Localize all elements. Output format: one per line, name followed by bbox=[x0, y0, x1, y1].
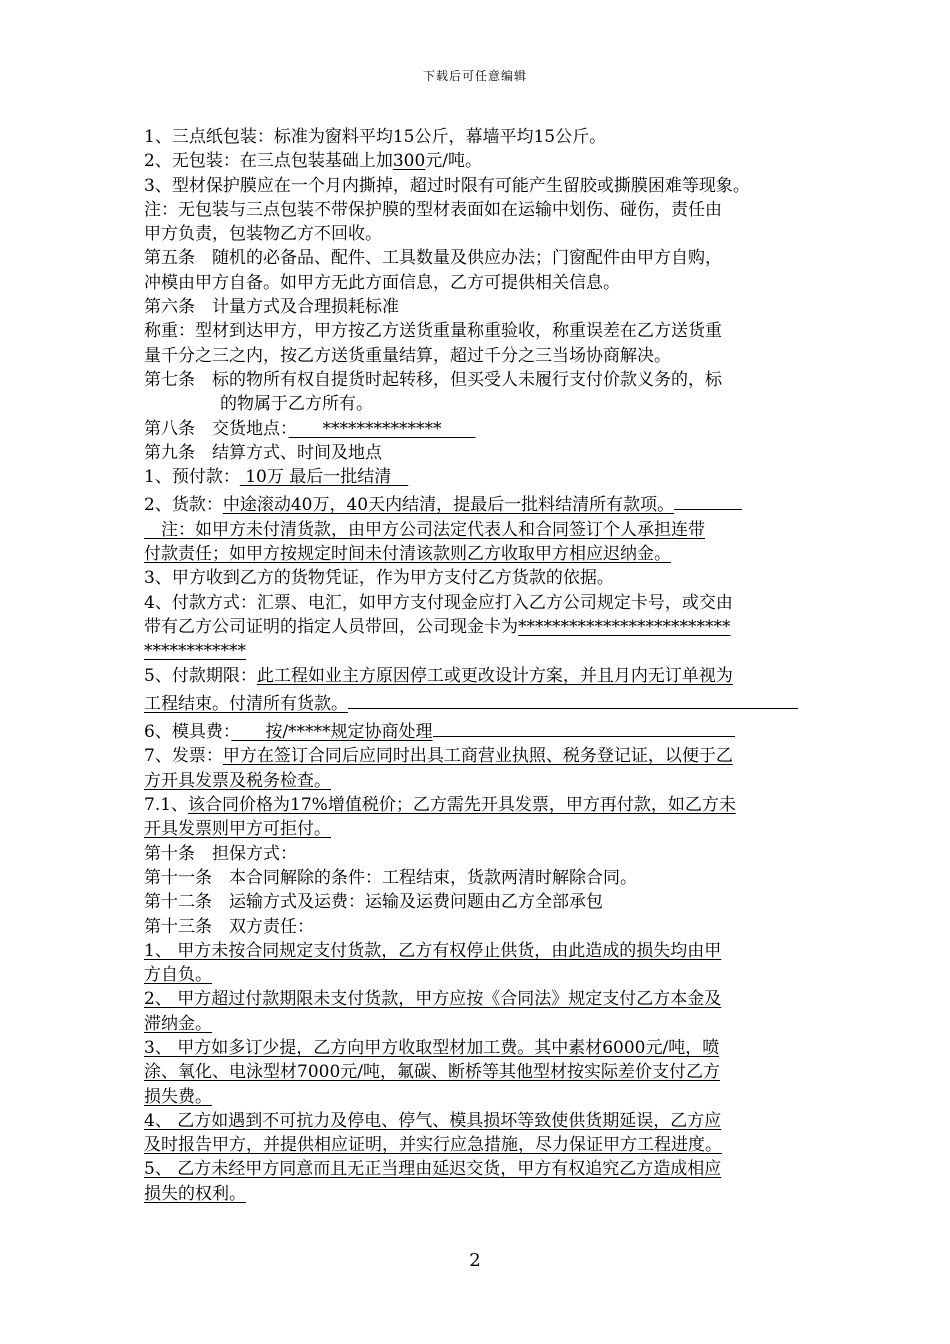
text-line: 2、无包装：在三点包装基础上加300元/吨。 bbox=[144, 151, 483, 172]
text-line: 损失的权利。 bbox=[144, 1183, 246, 1204]
document-body bbox=[144, 125, 808, 1206]
text-line: 方开具发票及税务检查。 bbox=[144, 770, 331, 791]
text-line: 量千分之三之内，按乙方送货重量结算，超过千分之三当场协商解决。 bbox=[144, 345, 671, 366]
text-line: 6、模具费： 按/*****规定协商处理 bbox=[144, 716, 808, 744]
text-line: 冲模由甲方自备。如甲方无此方面信息，乙方可提供相关信息。 bbox=[144, 272, 620, 293]
text-line: 工程结束。付清所有货款。 bbox=[144, 688, 808, 716]
text-line: 1、 甲方未按合同规定支付货款，乙方有权停止供货，由此造成的损失均由甲 bbox=[144, 940, 722, 961]
text-line: 第十一条 本合同解除的条件：工程结束，货款两清时解除合同。 bbox=[144, 867, 637, 888]
text-line: 1、预付款： 10万 最后一批结清 bbox=[144, 467, 409, 488]
text-line: 注：如甲方未付清货款，由甲方公司法定代表人和合同签订个人承担连带 bbox=[144, 519, 705, 540]
text-line: 方自负。 bbox=[144, 965, 212, 986]
text-line: 第五条 随机的必备品、配件、工具数量及供应办法；门窗配件由甲方自购， bbox=[144, 248, 722, 269]
text-line: 4、 乙方如遇到不可抗力及停电、停气、模具损坏等致使供货期延误，乙方应 bbox=[144, 1110, 722, 1131]
text-line: ************ bbox=[144, 641, 246, 662]
text-line: 第十三条 双方责任： bbox=[144, 916, 314, 937]
text-line: 3、型材保护膜应在一个月内撕掉，超过时限有可能产生留胶或撕膜困难等现象。 bbox=[144, 175, 750, 196]
text-line: 第六条 计量方式及合理损耗标准 bbox=[144, 297, 399, 318]
text-line: 滞纳金。 bbox=[144, 1013, 212, 1034]
text-line: 付款责任；如甲方按规定时间未付清该款则乙方收取甲方相应迟纳金。 bbox=[144, 544, 671, 565]
text-line: 损失费。 bbox=[144, 1086, 212, 1107]
text-line: 2、 甲方超过付款期限未支付货款，甲方应按《合同法》规定支付乙方本金及 bbox=[144, 989, 722, 1010]
text-line: 2、货款：中途滚动40万，40天内结清，提最后一批料结清所有款项。 bbox=[144, 489, 808, 517]
page-header: 下载后可任意编辑 bbox=[422, 69, 527, 83]
text-line: 4、付款方式：汇票、电汇，如甲方支付现金应打入乙方公司规定卡号，或交由 bbox=[144, 592, 733, 613]
text-line: 第七条 标的物所有权自提货时起转移，但买受人未履行支付价款义务的，标 bbox=[144, 369, 722, 390]
text-line: 5、 乙方未经甲方同意而且无正当理由延迟交货，甲方有权追究乙方造成相应 bbox=[144, 1159, 722, 1180]
text-line: 称重：型材到达甲方，甲方按乙方送货重量称重验收，称重误差在乙方送货重 bbox=[144, 321, 722, 342]
text-line: 第九条 结算方式、时间及地点 bbox=[144, 442, 382, 463]
text-line: 第十条 担保方式： bbox=[144, 843, 297, 864]
text-line: 涂、氧化、电泳型材7000元/吨，氟碳、断桥等其他型材按实际差价支付乙方 bbox=[144, 1062, 720, 1083]
text-line: 的物属于乙方所有。 bbox=[220, 394, 373, 415]
text-line: 7、发票：甲方在签订合同后应同时出具工商营业执照、税务登记证，以便于乙 bbox=[144, 746, 733, 767]
text-line: 3、甲方收到乙方的货物凭证，作为甲方支付乙方货款的依据。 bbox=[144, 568, 614, 589]
text-line: 7.1、该合同价格为17%增值税价；乙方需先开具发票，甲方再付款，如乙方未 bbox=[144, 795, 736, 816]
text-line: 3、 甲方如多订少提，乙方向甲方收取型材加工费。其中素材6000元/吨，喷 bbox=[144, 1037, 720, 1058]
text-line: 第十二条 运输方式及运费：运输及运费问题由乙方全部承包 bbox=[144, 892, 603, 913]
text-line: 带有乙方公司证明的指定人员带回，公司现金卡为************************* bbox=[144, 616, 731, 637]
text-line: 5、付款期限：此工程如业主方原因停工或更改设计方案，并且月内无订单视为 bbox=[144, 665, 733, 686]
text-line: 注：无包装与三点包装不带保护膜的型材表面如在运输中划伤、碰伤，责任由 bbox=[144, 199, 722, 220]
page-number: 2 bbox=[469, 1250, 481, 1271]
text-line: 开具发票则甲方可拒付。 bbox=[144, 819, 331, 840]
text-line: 甲方负责，包装物乙方不回收。 bbox=[144, 224, 382, 245]
text-line: 1、三点纸包装：标准为窗料平均15公斤，幕墙平均15公斤。 bbox=[144, 127, 607, 147]
text-line: 及时报告甲方，并提供相应证明，并实行应急措施，尽力保证甲方工程进度。 bbox=[144, 1135, 722, 1156]
text-line: 第八条 交货地点： ************** bbox=[144, 418, 476, 439]
